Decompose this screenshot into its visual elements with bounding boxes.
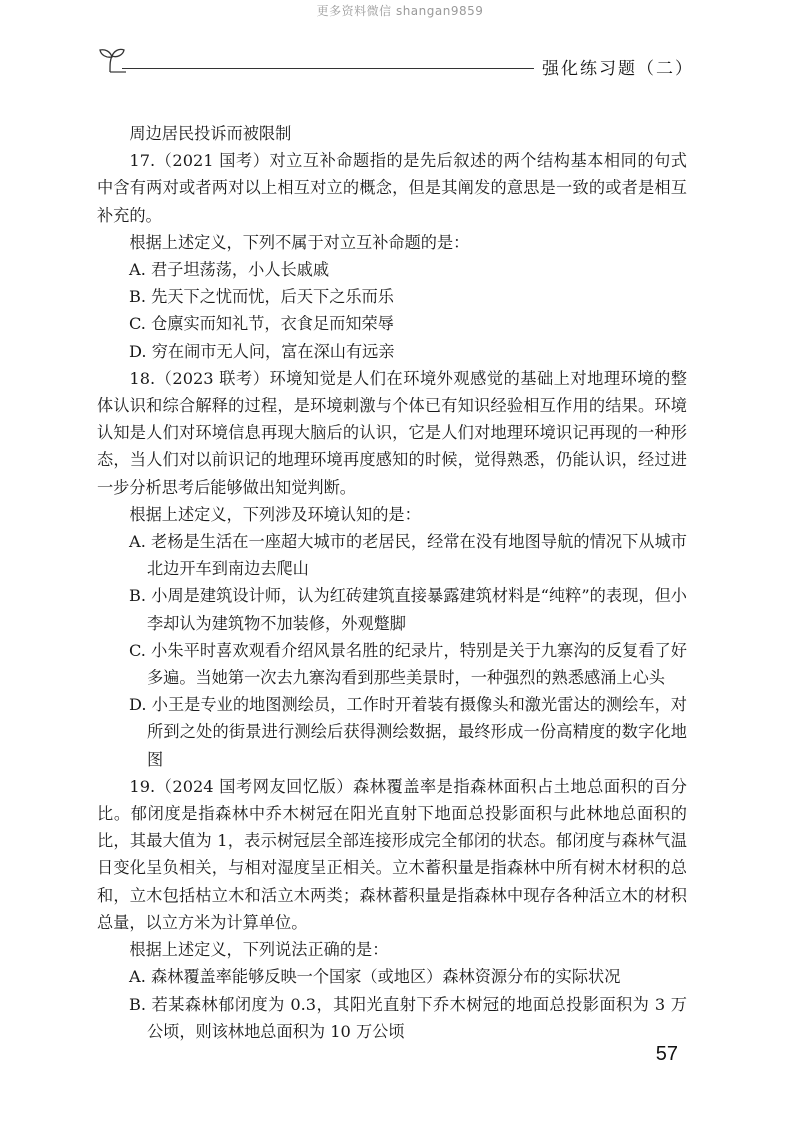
page-content — [97, 120, 687, 1045]
section-title: 强化练习题（二） — [542, 59, 694, 79]
question-17-option-b: B. 先天下之忧而忧，后天下之乐而乐 — [129, 287, 394, 307]
watermark: 更多资料微信 shangan9859 — [316, 4, 484, 18]
question-17-option-d: D. 穷在闹市无人问，富在深山有远亲 — [129, 341, 395, 361]
question-17-option-a: A. 君子坦荡荡，小人长戚戚 — [129, 260, 330, 280]
question-18-option-d: D. 小王是专业的地图测绘员，工作时开着装有摄像头和激光雷达的测绘车，对所到之处的街景进行测绘后获得测绘数据，最终形成一份高精度的数字化地图 — [129, 695, 687, 769]
question-18-option-c: C. 小朱平时喜欢观看介绍风景名胜的纪录片，特别是关于九寨沟的反复看了好多遍。当她第一次去九寨沟看到那些美景时，一种强烈的熟悉感涌上心头 — [129, 640, 687, 688]
previous-option-tail: 周边居民投诉而被限制 — [129, 124, 292, 143]
page-number: 57 — [655, 1043, 678, 1065]
question-18-option-a: A. 老杨是生活在一座超大城市的老居民，经常在没有地图导航的情况下从城市北边开车到南边去爬山 — [129, 532, 687, 579]
header-rule — [122, 68, 534, 69]
question-17-option-c: C. 仓廪实而知礼节，衣食足而知荣辱 — [129, 314, 394, 334]
question-18-prompt: 根据上述定义，下列涉及环境认知的是： — [129, 504, 421, 524]
question-17-prompt: 根据上述定义，下列不属于对立互补命题的是： — [129, 232, 470, 252]
question-19-option-b: B. 若某森林郁闭度为 0.3，其阳光直射下乔木树冠的地面总投影面积为 3 万公顷，则该林地总面积为 10 万公顷 — [129, 994, 687, 1041]
page-header — [96, 46, 694, 79]
question-19-prompt: 根据上述定义，下列说法正确的是： — [129, 940, 389, 960]
question-19-option-a: A. 森林覆盖率能够反映一个国家（或地区）森林资源分布的实际状况 — [129, 967, 621, 987]
sprout-icon — [96, 46, 132, 76]
question-17-stem: 17.（2021 国考）对立互补命题指的是先后叙述的两个结构基本相同的句式中含有两对或者两对以上相互对立的概念，但是其阐发的意思是一致的或者是相互补充的。 — [97, 151, 687, 225]
question-18-stem: 18.（2023 联考）环境知觉是人们在环境外观感觉的基础上对地理环境的整体认识和综合解释的过程，是环境刺激与个体已有知识经验相互作用的结果。环境认知是人们对环境信息再现大脑后的认识，它是人们对地理环境识记再现的一种形态，当人们对以前识记的地理环境再度感知的时候，觉得熟悉，仍能认识，经过进一步分析思考后能够做出知觉判断。 — [97, 368, 687, 497]
question-19-stem: 19.（2024 国考网友回忆版）森林覆盖率是指森林面积占土地总面积的百分比。郁闭度是指森林中乔木树冠在阳光直射下地面总投影面积与此林地总面积的比，其最大值为 1，表示树冠层全部连接形成完全郁闭的状态。郁闭度与森林气温日变化呈负相关，与相对湿度呈正相关。立木蓄积量是指森林中所有树木材积的总和，立木包括枯立木和活立木两类；森林蓄积量是指森林中现存各种活立木的材积总量，以立方米为计算单位。 — [97, 776, 687, 932]
question-18-option-b: B. 小周是建筑设计师，认为红砖建筑直接暴露建筑材料是“纯粹”的表现，但小李却认为建筑物不加装修，外观蹩脚 — [129, 586, 687, 633]
